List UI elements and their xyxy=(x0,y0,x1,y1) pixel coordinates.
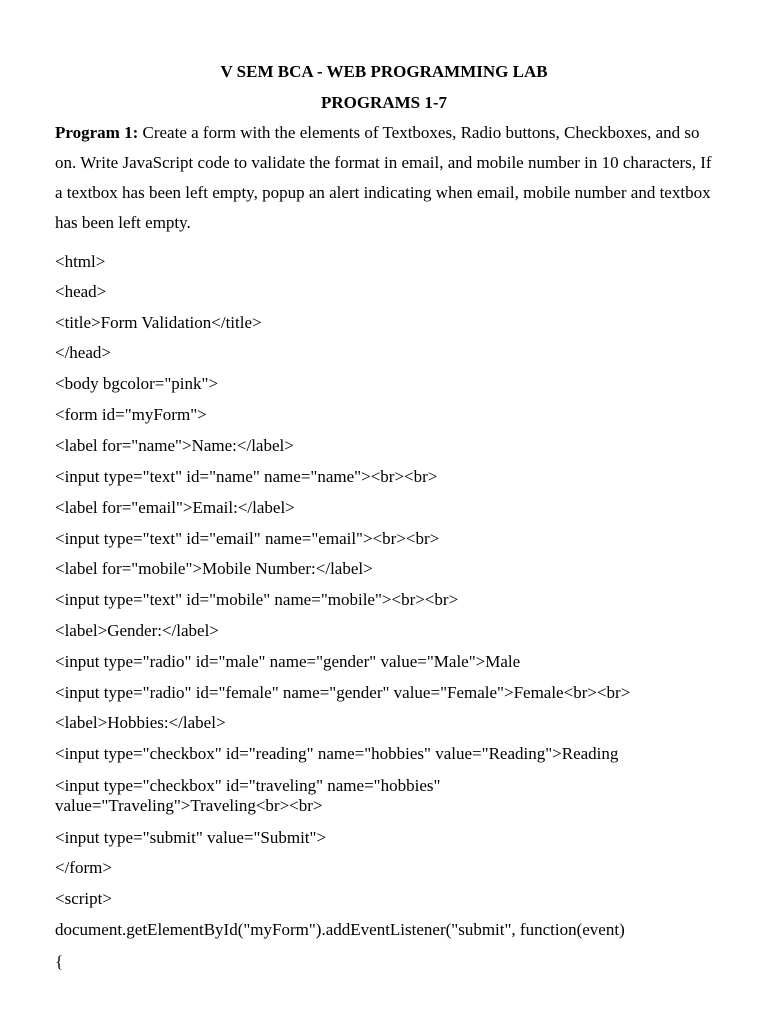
code-line: </form> xyxy=(55,858,112,877)
code-line: <input type="checkbox" id="traveling" name="hobbies" value="Traveling">Traveling<br><br> xyxy=(55,776,441,815)
code-line: <label>Gender:</label> xyxy=(55,621,219,640)
code-line: <input type="radio" id="female" name="gender" value="Female">Female<br><br> xyxy=(55,683,631,702)
code-line: <html> xyxy=(55,252,106,271)
code-line: <input type="text" id="mobile" name="mobile"><br><br> xyxy=(55,590,459,609)
code-line: <head> xyxy=(55,282,107,301)
code-line: <script> xyxy=(55,889,112,908)
code-line: <body bgcolor="pink"> xyxy=(55,374,219,393)
code-line: { xyxy=(55,952,64,971)
code-line: <input type="text" id="email" name="email"><br><br> xyxy=(55,529,440,548)
code-line: document.getElementById("myForm").addEventListener("submit", function(event) xyxy=(55,920,625,939)
document-subtitle: PROGRAMS 1-7 xyxy=(320,93,448,112)
code-line: <input type="submit" value="Submit"> xyxy=(55,828,327,847)
code-line: <label>Hobbies:</label> xyxy=(55,713,226,732)
code-line: <label for="name">Name:</label> xyxy=(55,436,294,455)
program-text: Create a form with the elements of Textboxes, Radio buttons, Checkboxes, and so on. Write JavaScript code to validate the format in email, and mobile number in 10 characters, If a textbox has been left empty, popup an alert indicating when email, mobile number and textbox has been left empty. xyxy=(55,123,712,232)
code-line: <form id="myForm"> xyxy=(55,405,207,424)
program-description xyxy=(55,118,715,238)
code-line: </head> xyxy=(55,343,111,362)
code-line: <input type="checkbox" id="reading" name="hobbies" value="Reading">Reading xyxy=(55,744,619,763)
code-line: <input type="text" id="name" name="name"><br><br> xyxy=(55,467,438,486)
code-line: <label for="mobile">Mobile Number:</label> xyxy=(55,559,373,578)
document-title: V SEM BCA - WEB PROGRAMMING LAB xyxy=(220,62,548,81)
code-line: <label for="email">Email:</label> xyxy=(55,498,295,517)
code-line: <title>Form Validation</title> xyxy=(55,313,262,332)
program-label: Program 1: xyxy=(55,123,139,142)
code-line: <input type="radio" id="male" name="gender" value="Male">Male xyxy=(55,652,521,671)
